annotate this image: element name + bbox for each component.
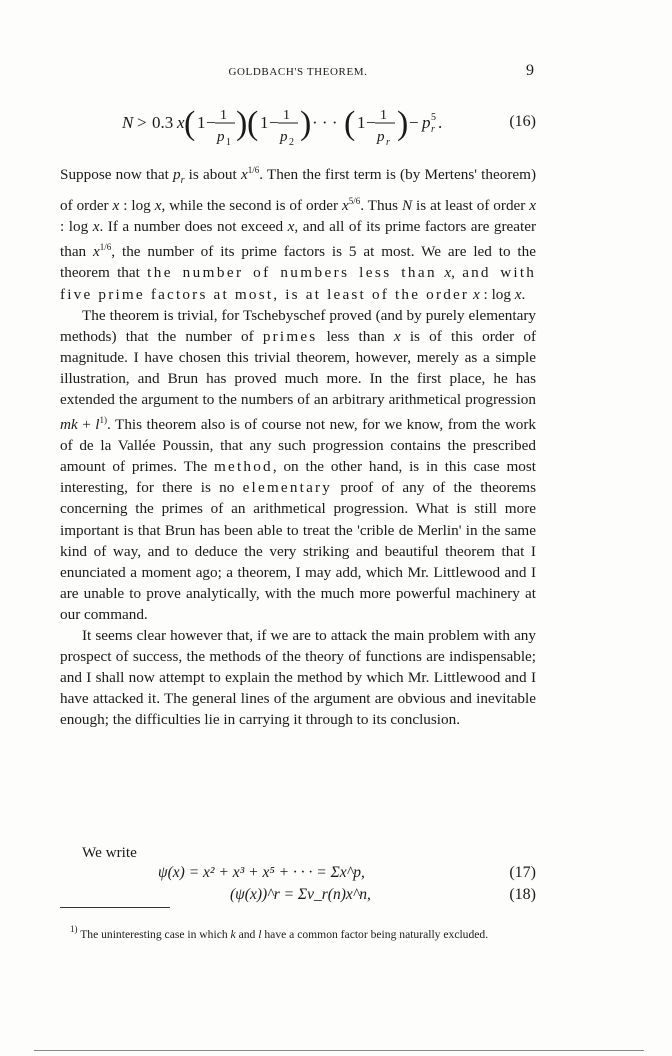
equation-17 bbox=[60, 864, 536, 886]
p2-math-mk: mk bbox=[60, 416, 78, 434]
p2-math-x: x bbox=[393, 327, 401, 345]
equation-17-formula: ψ(x) = x² + x³ + x⁵ + · · · = Σx^p, bbox=[158, 864, 365, 881]
footnote-text-a: The uninteresting case in which bbox=[77, 928, 231, 941]
footnote-text-b: and bbox=[235, 928, 259, 941]
p1-math-x3: x bbox=[154, 197, 162, 215]
page-number: 9 bbox=[526, 62, 534, 79]
footnote-1 bbox=[60, 920, 536, 944]
eq16-subr: r bbox=[386, 137, 390, 148]
eq16-minus-3: − bbox=[366, 113, 376, 132]
p2-math-l: l bbox=[95, 416, 100, 434]
equation-18-formula: (ψ(x))^r = Σν_r(n)x^n, bbox=[230, 886, 371, 903]
eq16-pr: p bbox=[377, 129, 385, 145]
p1-math-N: N bbox=[401, 197, 413, 215]
eq16-rparen-1: ) bbox=[236, 105, 248, 142]
page-bottom-edge bbox=[34, 1050, 644, 1051]
p1-text-h: : log bbox=[60, 218, 93, 236]
paragraph-3: It seems clear however that, if we are to attack the main problem with any prospect of success, the methods of the theory of functions are indispensable; and I shall now attempt to explain the method by which Mr. Littlewood and I have attacked it. The general lines of the argument are obvious and inevitable enough; the difficulties lie in carrying it through to its conclusion. bbox=[60, 627, 536, 729]
p1-math-x1: x bbox=[240, 166, 248, 183]
eq16-minus-1: − bbox=[206, 113, 216, 132]
p1-text-b: is about bbox=[184, 166, 241, 183]
p1-math-x6: x bbox=[92, 218, 100, 236]
eq16-N: N bbox=[122, 113, 134, 132]
eq16-coef: 0.3 bbox=[152, 113, 174, 132]
body-text bbox=[60, 160, 536, 730]
p1-text-c: . Then the first term is (by Mertens' theorem) of order bbox=[60, 166, 537, 215]
equation-18-number: (18) bbox=[509, 886, 536, 903]
eq16-tail-p: p bbox=[422, 113, 431, 132]
p1-math-x10: x bbox=[473, 285, 480, 303]
eq16-one-2: 1 bbox=[260, 113, 269, 132]
p1-math-x4: x bbox=[341, 197, 349, 215]
p2-text-b: less than bbox=[317, 327, 394, 345]
p2-text-e: , on the other hand, is in this case most interesting, for there is no bbox=[60, 458, 536, 497]
p2-text-c: is of this order of magnitude. I have chosen this trivial theorem, however, merely as a simple illustration, and Brun has proved much more. In the first place, he has extended the argument to the numbers of an arbitrary arithmetical progression bbox=[60, 327, 536, 408]
footnote-text-c: have a common factor being naturally excluded. bbox=[261, 928, 489, 941]
footnote-divider bbox=[60, 907, 170, 908]
p1-text-k: , the number of its prime factors is 5 at most. We are led to the theorem that bbox=[60, 243, 536, 282]
running-head: GOLDBACH'S THEOREM. bbox=[228, 66, 368, 78]
footnote-math-k: k bbox=[230, 928, 236, 941]
eq16-dot-end: . bbox=[438, 113, 443, 132]
equation-18 bbox=[60, 886, 536, 908]
p1-text-a: Suppose now that bbox=[60, 166, 173, 183]
eq16-rparen-3: ) bbox=[397, 105, 409, 142]
p1-emphasis-1: the number of numbers less than bbox=[147, 264, 437, 282]
p1-emphasis-2: and with five prime factors at most, is at least of the order bbox=[60, 264, 537, 303]
eq16-lparen-3: ( bbox=[344, 105, 356, 142]
p1-math-x2: x bbox=[112, 197, 120, 215]
p1-text-i: . If a number does not exceed bbox=[99, 218, 288, 236]
p1-text-j: , and all of its prime factors are greater than bbox=[60, 218, 536, 261]
we-write-line: We write bbox=[82, 844, 137, 861]
p1-math-x1-sup: 1/6 bbox=[247, 165, 260, 175]
eq16-tail-sub: r bbox=[431, 124, 435, 135]
paragraph-1 bbox=[60, 160, 536, 305]
paragraph-2 bbox=[60, 305, 536, 625]
p1-math-pr-sub: r bbox=[180, 175, 185, 187]
p1-math-x7: x bbox=[287, 218, 295, 236]
p1-math-x9: x bbox=[444, 264, 452, 282]
eq16-lparen-1: ( bbox=[184, 105, 196, 142]
p1-text-g: is at least of order bbox=[412, 197, 530, 215]
eq16-minus-2: − bbox=[269, 113, 279, 132]
p1-math-pr: p bbox=[172, 166, 181, 183]
eq16-numer-2: 1 bbox=[283, 108, 290, 123]
p1-text-m: , bbox=[451, 264, 463, 282]
eq16-tail-sup: 5 bbox=[431, 112, 436, 123]
p2-text-d: . This theorem also is of course not new, for we know, from the work of de la Vallée Poussin, that any such progression contains the prescribed amount of primes. The bbox=[60, 416, 536, 476]
eq16-lparen-2: ( bbox=[247, 105, 259, 142]
eq16-numer-1: 1 bbox=[220, 108, 227, 123]
eq16-x: x bbox=[177, 113, 185, 132]
eq16-minus-tail: − bbox=[409, 113, 419, 132]
eq16-gt: > bbox=[137, 113, 147, 132]
equation-17-number: (17) bbox=[509, 864, 536, 881]
p2-emphasis-primes: primes bbox=[262, 327, 318, 345]
eq16-sub2: 2 bbox=[289, 137, 294, 148]
p2-emphasis-elementary: elementary bbox=[242, 479, 333, 497]
p1-math-x8-sup: 1/6 bbox=[99, 242, 112, 253]
equation-16-number: (16) bbox=[509, 113, 536, 130]
p2-text-a: The theorem is trivial, for Tschebyschef proved (and by purely elementary methods) that the number of bbox=[60, 306, 536, 345]
p2-emphasis-method: method bbox=[214, 458, 273, 476]
eq16-numer-3: 1 bbox=[380, 108, 387, 123]
eq16-one-1: 1 bbox=[197, 113, 206, 132]
p1-text-o: : log bbox=[479, 285, 515, 303]
equation-16 bbox=[60, 98, 536, 158]
footnote-math-l: l bbox=[258, 928, 262, 941]
eq16-p1: p bbox=[217, 129, 225, 145]
p2-text-f: proof of any of the theorems concerning the primes of an arithmetical progression. What is still more important is that Brun has been able to treat the 'crible de Merlin' in the same kind of way, and to deduce the very striking and beautiful theorem that I enunciated a moment ago; a theorem, I may add, which Mr. Littlewood and I are unable to prove analytically, with the much more powerful machinery at our command. bbox=[60, 479, 536, 623]
footnote-marker: 1) bbox=[70, 924, 78, 934]
p1-math-x8: x bbox=[93, 243, 100, 261]
equation-16-formula bbox=[60, 98, 536, 158]
eq16-sub1: 1 bbox=[226, 137, 231, 148]
eq16-dots: · · · bbox=[312, 113, 338, 132]
p1-text-d: : log bbox=[119, 197, 155, 215]
p1-math-x5: x bbox=[529, 197, 537, 215]
eq16-rparen-2: ) bbox=[300, 105, 312, 142]
p1-math-x11: x bbox=[514, 285, 522, 303]
eq16-one-3: 1 bbox=[357, 113, 366, 132]
p1-text-e: , while the second is of order bbox=[161, 197, 342, 215]
p1-text-p: . bbox=[521, 285, 526, 303]
footnote-ref-1[interactable]: 1) bbox=[99, 415, 108, 426]
p2-math-plus: + bbox=[77, 416, 96, 434]
eq16-p2: p bbox=[280, 129, 288, 145]
p1-text-f: . Thus bbox=[360, 197, 402, 215]
p1-math-x4-sup: 5/6 bbox=[348, 196, 361, 207]
